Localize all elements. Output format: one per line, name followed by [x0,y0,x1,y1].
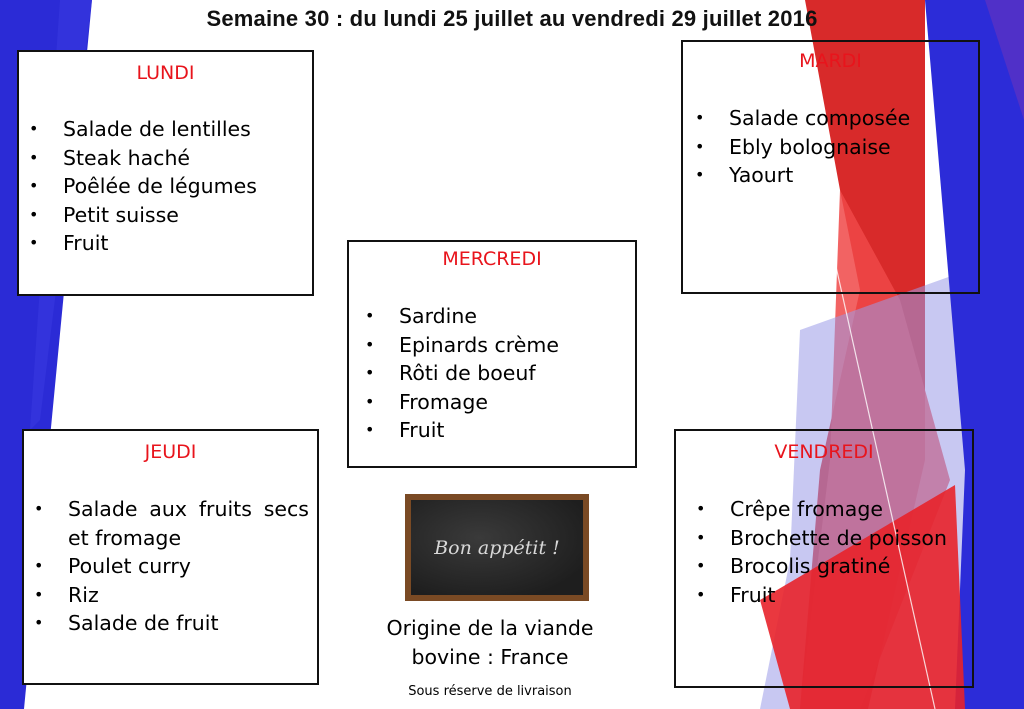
menu-item: • Brochette de poisson [696,524,968,553]
page-title: Semaine 30 : du lundi 25 juillet au vendredi 29 juillet 2016 [206,6,818,31]
menu-item: • Salade de fruit [34,609,309,638]
menu-item: • Fromage [365,388,629,417]
menu-item: • Fruit [29,229,306,258]
meat-origin-line2: bovine : France [411,645,569,669]
chalkboard-surface [411,500,583,595]
menu-item: • Epinards crème [365,331,629,360]
menu-item: • Brocolis gratiné [696,552,968,581]
menu-item: • Fruit [696,581,968,610]
delivery-note: Sous réserve de livraison [408,684,572,699]
day-box-jeudi [22,429,319,685]
day-box-mercredi [347,240,637,468]
day-box-vendredi [674,429,974,688]
menu-item: • Salade de lentilles [29,115,306,144]
day-label-lundi: LUNDI [136,62,195,84]
chalkboard-text: Bon appétit ! [434,536,560,559]
menu-item: • Poulet curry [34,552,309,581]
menu-item: • Sardine [365,302,629,331]
menu-item: • Crêpe fromage [696,495,968,524]
menu-list-mardi [695,104,972,190]
meat-origin-line1: Origine de la viande [386,616,594,640]
menu-item: • Fruit [365,416,629,445]
day-label-jeudi: JEUDI [144,441,197,463]
day-box-mardi [681,40,980,294]
menu-item: • Steak haché [29,144,306,173]
day-label-vendredi: VENDREDI [774,441,874,463]
menu-item: • Ebly bolognaise [695,133,972,162]
menu-item: • Rôti de boeuf [365,359,629,388]
menu-item: • Riz [34,581,309,610]
menu-item: • Salade aux fruits secs et fromage [34,495,309,552]
menu-item: • Petit suisse [29,201,306,230]
menu-list-vendredi [696,495,968,609]
menu-list-lundi [29,115,306,258]
meat-origin [362,614,618,672]
menu-item: • Yaourt [695,161,972,190]
menu-list-mercredi [365,302,629,445]
menu-list-jeudi [34,495,309,638]
day-label-mercredi: MERCREDI [442,248,542,270]
menu-item: • Salade composée [695,104,972,133]
menu-item: • Poêlée de légumes [29,172,306,201]
day-box-lundi [17,50,314,296]
chalkboard-image [405,494,589,601]
day-label-mardi: MARDI [799,50,862,72]
